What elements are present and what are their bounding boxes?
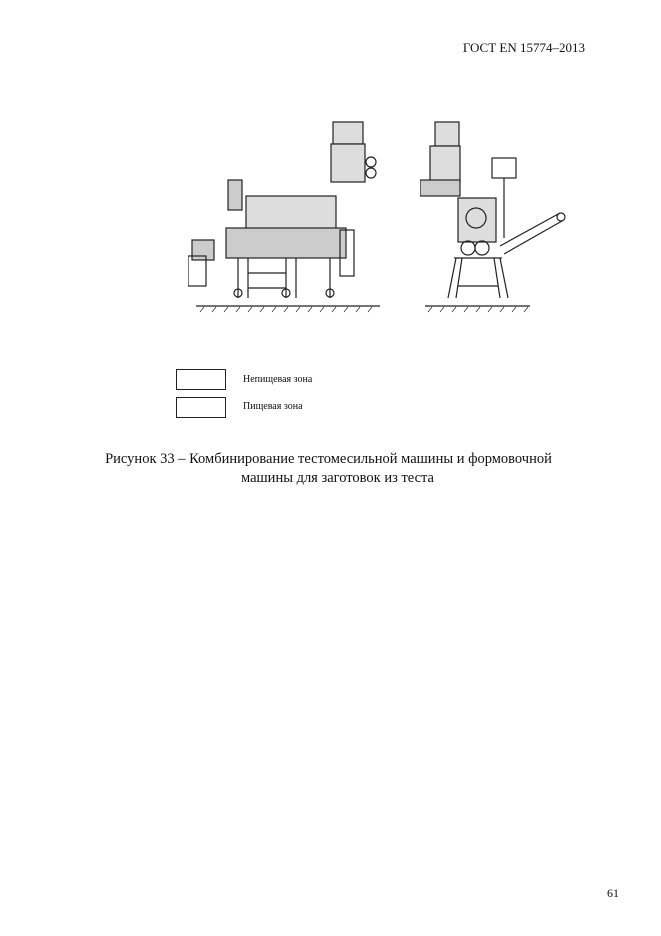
figure-caption-line-1: Рисунок 33 – Комбинирование тестомесильной машины и формовочной — [105, 451, 552, 467]
machine-figure — [188, 118, 388, 318]
legend-label-non-food-zone: Непищевая зона — [243, 374, 313, 385]
legend-swatch-non-food-zone — [176, 369, 226, 390]
figure-caption-line-2: машины для заготовок из теста — [241, 470, 434, 486]
legend-label-food-zone: Пищевая зона — [243, 401, 303, 412]
side-view-drawing — [188, 122, 380, 312]
document-header: ГОСТ EN 15774–2013 — [462, 40, 585, 55]
front-view-drawing — [420, 118, 570, 318]
page-number: 61 — [607, 886, 619, 900]
legend-swatch-food-zone — [176, 397, 226, 418]
